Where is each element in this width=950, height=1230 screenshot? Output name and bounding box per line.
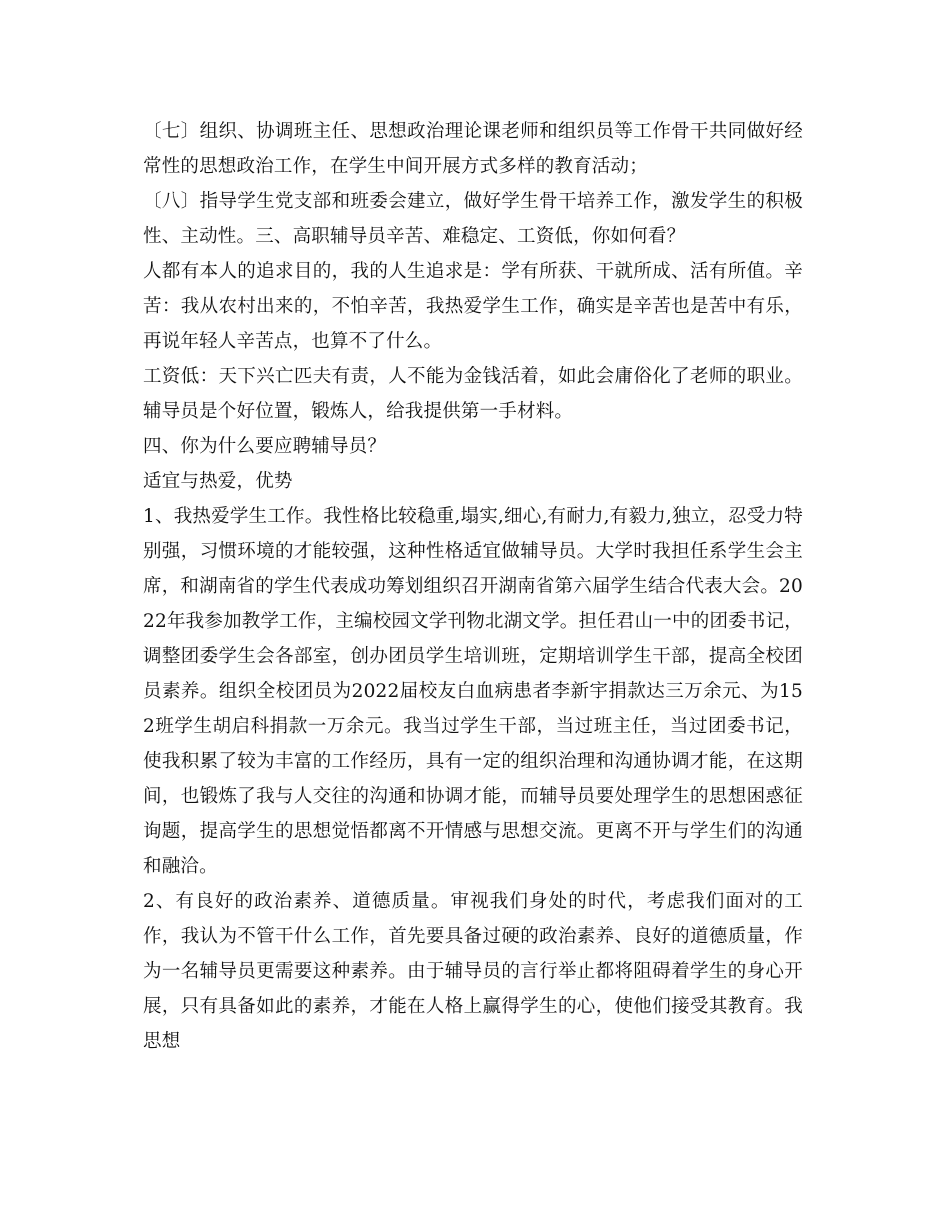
paragraph-point-2-political-quality: 2、有良好的政治素养、道德质量。审视我们身处的时代，考虑我们面对的工作，我认为不管干什么工作，首先要具备过硬的政治素养、良好的道德质量，作为一名辅导员更需要这种素养。由于辅导员的言行举止都将阻碍着学生的身心开展，只有具备如此的素养，才能在人格上赢得学生的心，使他们接受其教育。我思想 — [143, 891, 803, 1052]
paragraph-hardship-answer: 人都有本人的追求目的，我的人生追求是：学有所获、干就所成、活有所值。辛苦：我从农村出来的，不怕辛苦，我热爱学生工作，确实是辛苦也是苦中有乐，再说年轻人辛苦点，也算不了什么。 — [143, 261, 803, 352]
section-heading-why-apply: 四、你为什么要应聘辅导员？ — [143, 436, 387, 457]
paragraph-low-salary-answer: 工资低：天下兴亡匹夫有责，人不能为金钱活着，如此会庸俗化了老师的职业。辅导员是个好位置，锻炼人，给我提供第一手材料。 — [143, 366, 803, 422]
paragraph-point-1-love-student-work: 1、我热爱学生工作。我性格比较稳重,塌实,细心,有耐力,有毅力,独立，忍受力特别强，习惯环境的才能较强，这种性格适宜做辅导员。大学时我担任系学生会主席，和湖南省的学生代表成功筹划组织召开湖南省第六届学生结合代表大会。2022年我参加教学工作，主编校园文学刊物北湖文学。担任君山一中的团委书记，调整团委学生会各部室，创办团员学生培训班，定期培训学生干部，提高全校团员素养。组织全校团员为2022届校友白血病患者李新宇捐款达三万余元、为152班学生胡启科捐款一万余元。我当过学生干部，当过班主任，当过团委书记，使我积累了较为丰富的工作经历，具有一定的组织治理和沟通协调才能，在这期间，也锻炼了我与人交往的沟通和协调才能，而辅导员要处理学生的思想困惑征询题，提高学生的思想觉悟都离不开情感与思想交流。更离不开与学生们的沟通和融洽。 — [143, 506, 803, 877]
paragraph-suitability-summary: 适宜与热爱，优势 — [143, 471, 293, 492]
document-body — [143, 114, 803, 1059]
paragraph-8-guide-party-branch: 〔八〕指导学生党支部和班委会建立，做好学生骨干培养工作，激发学生的积极性、主动性。三、高职辅导员辛苦、难稳定、工资低，你如何看？ — [143, 191, 803, 247]
paragraph-7-organize-coordinate: 〔七〕组织、协调班主任、思想政治理论课老师和组织员等工作骨干共同做好经常性的思想政治工作，在学生中间开展方式多样的教育活动； — [143, 121, 803, 177]
